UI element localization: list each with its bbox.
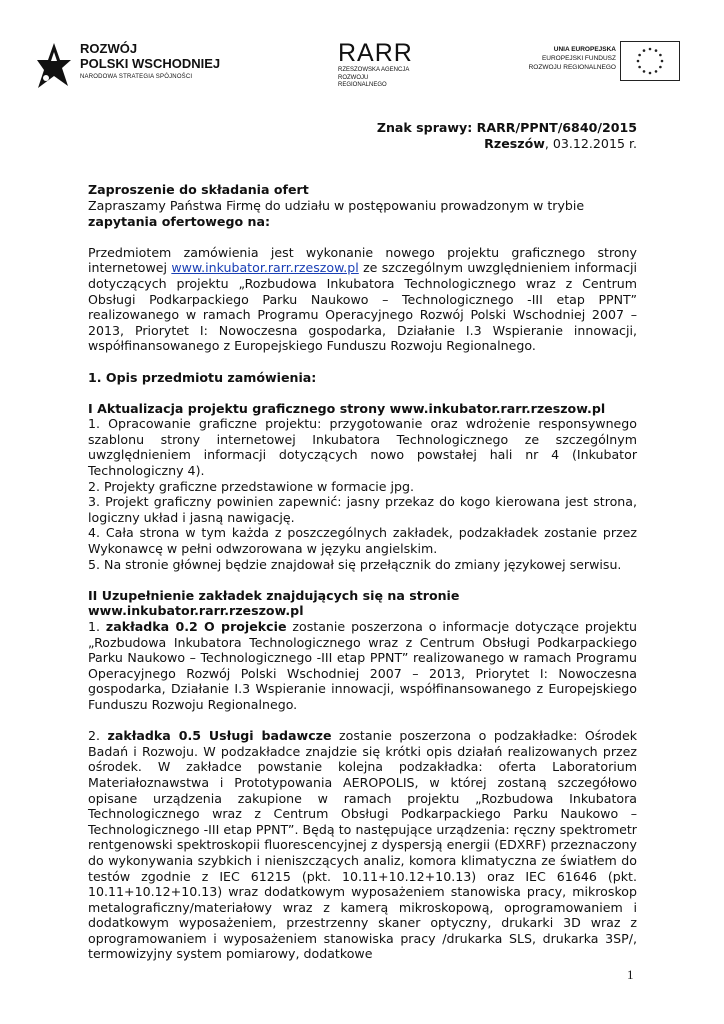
tab-2-num: 2. [88,728,108,744]
intro-post: ze szczególnym uwzględnieniem informacji dotyczących projektu „Rozbudowa Inkubatora Technologicznego wraz z Centrum Obsługi Podkarpackiego Parku Naukowo – Technologicznego -III etap PPNT” realizowanego w ramach Programu Operacyjnego Rozwój Polski Wschodniej 2007 – 2013, Priorytet I: Nowoczesna gospodarka, Działanie I.3 Wspieranie innowacji, współfinansowanego z Europejskiego Funduszu Rozwoju Regionalnego. [88,260,638,354]
logo-left-line2: POLSKI WSCHODNIEJ [80,56,221,71]
list-item: 2. Projekty graficzne przedstawione w formacie jpg. [88,478,415,494]
eu-logo-line3: ROZWOJU REGIONALNEGO [528,64,616,71]
eu-logo-text [529,45,616,72]
tab-2-name: zakładka 0.5 Usługi badawcze [107,728,332,744]
logo-left-line3: NARODOWA STRATEGIA SPÓJNOŚCI [80,74,193,80]
inkubator-link[interactable]: www.inkubator.rarr.rzeszow.pl [171,260,359,276]
tab-1-text: zostanie poszerzona o informacje dotyczące projektu „Rozbudowa Inkubatora Technologicznego wraz z Centrum Obsługi Podkarpackiego Parku Naukowo – Technologicznego -III etap PPNT” realizowanego w ramach Programu Operacyjnego Rozwój Polski Wschodniej 2007 – 2013, Priorytet I: Nowoczesna gospodarka, Działanie I.3 Wspieranie innowacji, współfinansowanego z Europejskiego Funduszu Rozwoju Regionalnego. [88,619,637,712]
place-date [88,136,637,152]
invitation-bold: zapytania ofertowego na: [88,213,271,229]
tab-1-paragraph [88,619,637,713]
eu-logo-line2: EUROPEJSKI FUNDUSZ [541,55,616,62]
page-number: 1 [627,967,634,982]
list-item: 3. Projekt graficzny powinien zapewnić: jasny przekaz do kogo kierowana jest strona, logiczny układ i jasną nawigację. [88,494,637,525]
date: , 03.12.2015 r. [544,135,637,151]
case-reference: Znak sprawy: RARR/PPNT/6840/2015 [376,120,637,135]
list-item: 5. Na stronie głównej będzie znajdował się przełącznik do zmiany językowej serwisu. [88,556,622,572]
eu-logo [508,41,690,81]
list-item: 4. Cała strona w tym każda z poszczególnych zakładek, podzakładek zostanie przez Wykonawcę w pełni odwzorowana w języku angielskim. [88,525,637,557]
rarr-logo-line2: ROZWOJU REGIONALNEGO [338,75,387,88]
rarr-logo-line1: RZESZOWSKA AGENCJA [338,67,410,73]
logo-left-line1: ROZWÓJ [80,41,138,56]
tab-2-paragraph [88,728,637,962]
intro-pre: Przedmiotem zamówienia jest wykonanie nowego projektu graficznego strony internetowej [88,244,637,276]
part-1-heading: I Aktualizacja projektu graficznego strony www.inkubator.rarr.rzeszow.pl [88,400,606,416]
rarr-logo [338,40,418,90]
letter-body [88,120,637,962]
invitation-line: Zapraszamy Państwa Firmę do udziału w postępowaniu prowadzonym w trybie [88,197,585,213]
tab-2-text: zostanie poszerzona o podzakładke: Ośrodek Badań i Rozwoju. W podzakładce znajdzie się krótki opis działań realizowanych przez ośrodek. W zakładce powstanie kolejna podzakładka: oferta Laboratorium Materiałoznawstwa i Prototypowania AEROPOLIS, w której zostaną szczegółowo opisane urządzenia zakupione w ramach projektu „Rozbudowa Inkubatora Technologicznego wraz z Centrum Obsługi Podkarpackiego Parku Naukowo – Technologicznego -III etap PPNT”. Będą to następujące urządzenia: ręczny spektrometr rentgenowski spektroskopii fluorescencyjnej z dyspersją energii (EDXRF) przeznaczony do wykonywania szybkich i nieniszczących analiz, komora klimatyczna ze światłem do testów zgodnie z IEC 61215 (pkt. 10.11+10.12+10.13) oraz IEC 61646 (pkt. 10.11+10.12+10.13) wraz dodatkowym wyposażeniem stanowiska pracy, mikroskop metalograficzny/materiałowy wraz z kamerą mikroskopową, oprogramowaniem i dodatkowym wyposażeniem, przestrzenny skaner optyczny, drukarki 3D wraz z oprogramowaniem i wyposażeniem stanowiska pracy /drukarka SLS, drukarka 3SP/, termowizyjny system pomiarowy, dodatkowe [88,728,637,962]
rozwoj-polski-wschodniej-logo [34,40,234,90]
tab-1-num: 1. [88,619,106,634]
intro-paragraph [88,245,637,354]
page-header [0,0,724,110]
tab-1-name: zakładka 0.2 O projekcie [105,619,287,634]
eu-logo-line1: UNIA EUROPEJSKA [553,46,616,53]
city: Rzeszów [484,135,545,151]
star-figure-icon [34,40,74,90]
invitation-title: Zaproszenie do składania ofert [88,182,309,198]
eu-flag-icon [620,41,680,81]
section-1-heading: 1. Opis przedmiotu zamówienia: [88,369,317,385]
part-2-heading-line1: II Uzupełnienie zakładek znajdujących się na stronie [88,587,460,603]
rarr-logo-title: RARR [338,39,413,67]
list-item: 1. Opracowanie graficzne projektu: przygotowanie oraz wdrożenie responsywnego szablonu strony internetowej Inkubatora Technologicznego ze szczególnym uwzględnieniem informacji dotyczących nowo powstałej hali nr 4 (Inkubator Technologiczny 4). [88,416,637,479]
part-2-heading-line2: www.inkubator.rarr.rzeszow.pl [88,603,304,619]
